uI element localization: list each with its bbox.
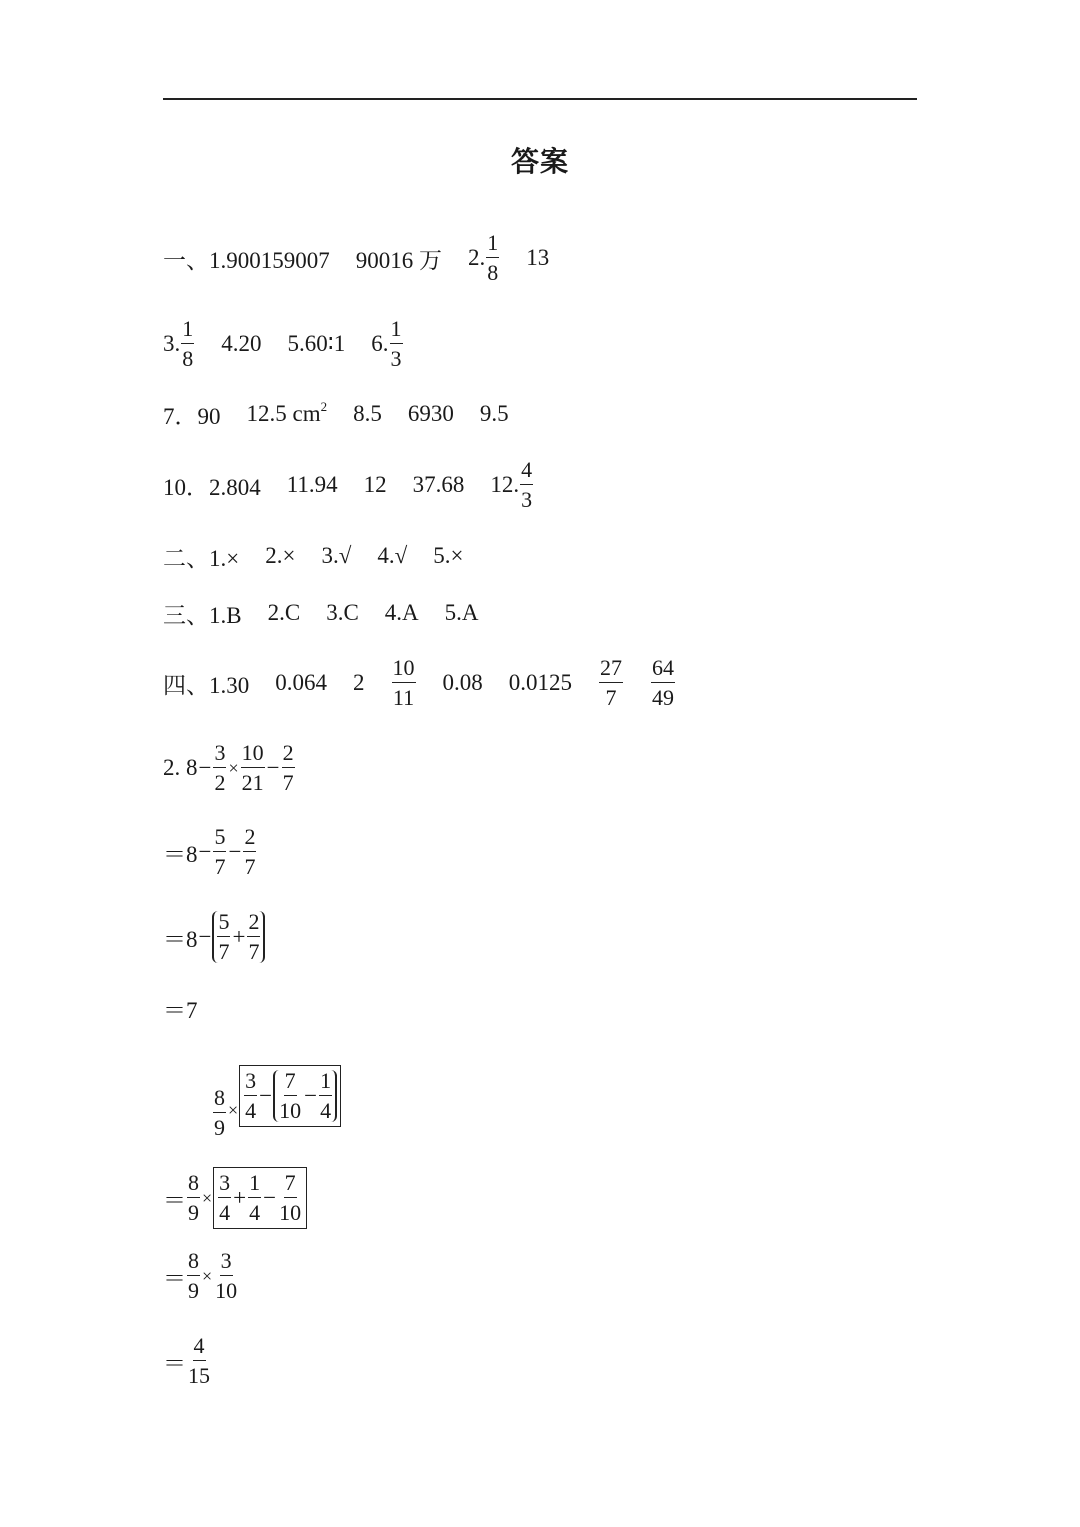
answer-row [163,455,534,515]
answer-text: 2 [353,670,365,695]
fraction: 1 8 [487,230,499,285]
calculation-step [212,1060,341,1140]
answer-row [163,384,509,444]
step-text: 2. 8 [163,755,198,780]
answer-text: 8.5 [353,401,382,426]
fraction: $\frac{2}{7}$ [282,740,294,795]
minus-sign: − [266,755,280,780]
fraction: $\frac{8}{9}$ [188,1170,199,1225]
fraction: $\frac{8}{9}$ [214,1085,225,1140]
parentheses [212,911,265,963]
minus-sign: − [304,1083,318,1108]
fraction: 4 3 [521,457,533,512]
minus-sign: − [198,839,212,864]
answer-text: 2. [468,245,486,270]
step-text: ＝8 [163,926,198,952]
answer-text: 90016 万 [355,247,442,273]
answer-row [163,583,479,643]
answer-text: 0.0125 [508,670,572,695]
fraction: 3 4 [219,1170,231,1225]
fraction: $\frac{8}{9}$ [188,1248,199,1303]
plus-sign: + [233,1185,247,1210]
calculation-step [163,1331,212,1391]
answer-text: 2.C [267,600,301,625]
step-text: ＝ [163,1187,186,1213]
answer-row [163,314,404,374]
answer-row [163,228,549,288]
fraction: 4 15 [188,1333,210,1388]
calculation-step [163,822,257,882]
answer-text: 12 [363,472,387,497]
fraction: $\frac{3}{10}$ [215,1248,238,1303]
fraction: $\frac{3}{2}$ [214,740,226,795]
times-sign: × [202,1265,213,1286]
minus-sign: − [259,1083,273,1108]
header-rule [163,98,917,100]
answer-text: 0.064 [275,670,327,695]
answer-text: 0.08 [442,670,483,695]
answer-text: 13 [526,245,550,270]
fraction: $\frac{2}{7}$ [248,909,260,964]
answer-text: 7．90 [163,403,221,429]
step-text: ＝ [163,1350,186,1376]
fraction: 64 49 [652,655,674,710]
fraction: $\frac{1}{4}$ [249,1170,261,1225]
fraction: $\frac{1}{4}$ [320,1068,332,1123]
answer-text: 5.A [444,600,479,625]
answer-text: 四、1.30 [163,672,250,698]
fraction: 7 10 [279,1068,302,1123]
answer-text: 三、1.B [163,602,242,628]
answer-text: 4.√ [377,543,408,568]
answer-text: 6. [371,331,389,356]
fraction: $\frac{5}{7}$ [214,824,226,879]
answer-text: 4.20 [221,331,262,356]
plus-sign: + [232,924,246,949]
answer-text: 12. [490,472,520,497]
times-sign: × [202,1187,213,1208]
answer-text: 3.C [326,600,359,625]
minus-sign: − [228,839,242,864]
fraction: 5 7 [218,909,230,964]
answer-text: 12.5 $cm^2$ [246,399,328,426]
calculation-step [163,907,265,967]
answer-text: 3.√ [321,543,352,568]
calculation-step [163,1168,307,1228]
answer-text: 11.94 [286,472,338,497]
step-text: ＝ [163,1265,186,1291]
answer-text: 4.A [384,600,419,625]
answer-row [163,526,463,586]
fraction: 1 3 [390,316,402,371]
answer-text: 3. [163,331,181,356]
calculation-step [163,738,296,798]
step-text: ＝7 [163,997,198,1023]
fraction: 1 8 [182,316,194,371]
minus-sign: − [263,1185,277,1210]
times-sign: × [228,1099,239,1120]
fraction: 27 7 [600,655,622,710]
answer-text: 9.5 [479,401,509,426]
minus-sign: − [198,755,212,780]
fraction: $\frac{10}{21}$ [241,740,264,795]
fraction: 3 4 [245,1068,257,1123]
calculation-step [163,978,198,1038]
times-sign: × [228,757,239,778]
fraction: $\frac{2}{7}$ [244,824,256,879]
step-text: ＝8 [163,841,198,867]
page-title: 答案 [510,145,569,178]
answer-text: 37.68 [412,472,465,497]
answer-text: 10．2.804 [163,474,261,500]
answer-text: 5.× [433,543,464,568]
answer-text: 6930 [407,401,454,426]
minus-sign: − [198,924,212,949]
answer-text: 2.× [265,543,296,568]
answer-text: 二、1.× [163,545,240,571]
square-brackets [213,1167,307,1229]
parentheses [273,1070,337,1122]
answer-text: 一、1.900159007 [163,247,330,273]
fraction: $\frac{7}{10}$ [279,1170,302,1225]
fraction: 10 11 [392,655,415,710]
square-brackets [239,1065,341,1127]
answer-row [163,653,676,713]
calculation-step [163,1246,239,1306]
answer-text: 5.60∶1 [287,331,346,356]
